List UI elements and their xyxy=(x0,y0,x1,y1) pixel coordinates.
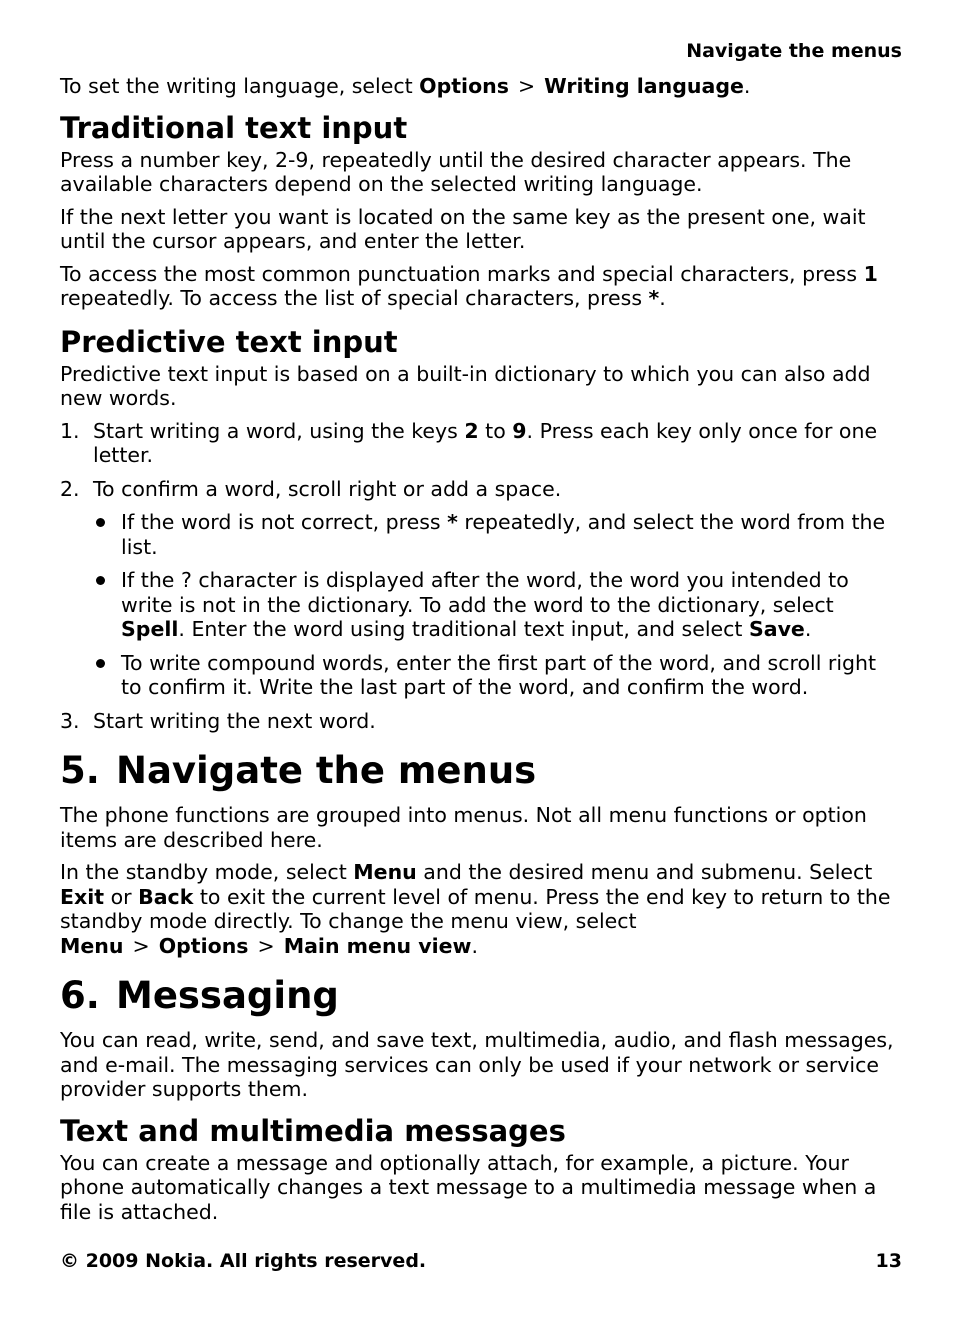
text-run: Start writing a word, using the keys xyxy=(93,418,465,443)
bullet-item xyxy=(93,510,902,559)
option-label: Back xyxy=(138,884,194,909)
chapter-number: 6. xyxy=(60,974,100,1017)
chapter-heading-navigate xyxy=(60,749,902,793)
list-item xyxy=(60,477,902,700)
chapter-heading-messaging xyxy=(60,974,902,1018)
option-label: Exit xyxy=(60,884,105,909)
section-heading-text-multimedia: Text and multimedia messages xyxy=(60,1113,566,1148)
key-label: 2 xyxy=(464,418,479,443)
chapter-number: 5. xyxy=(60,749,100,792)
step-number: 1. xyxy=(60,418,80,443)
text-run: . xyxy=(804,617,812,641)
bullet-icon xyxy=(93,510,121,559)
text-run: If the word is not correct, press xyxy=(121,510,448,534)
step-text xyxy=(93,419,902,468)
text-run: . xyxy=(471,933,479,958)
text-run: or xyxy=(104,884,139,909)
step-number: 2. xyxy=(60,476,80,501)
predictive-steps-list xyxy=(60,419,902,734)
bullet-text xyxy=(121,510,902,559)
traditional-paragraph-3 xyxy=(60,262,902,311)
text-run: . Press each key only once for one letter. xyxy=(93,418,878,467)
document-page xyxy=(60,0,902,1322)
messaging-paragraph-1: You can read, write, send, and save text, multimedia, audio, and flash messages, and e-mail. The messaging services can only be used if your network or service provider supports them. xyxy=(60,1028,894,1101)
bullet-item xyxy=(93,568,902,642)
bullet-icon xyxy=(93,568,121,642)
traditional-paragraph-1: Press a number key, 2-9, repeatedly until the desired character appears. The available characters depend on the selected writing language. xyxy=(60,147,852,196)
text-run: to exit the current level of menu. Press the end key to return to the standby mode directly. To change the menu view, select xyxy=(60,884,891,933)
step-body xyxy=(93,477,902,700)
list-item xyxy=(60,709,902,734)
step-text: To confirm a word, scroll right or add a space. xyxy=(93,476,562,501)
predictive-intro: Predictive text input is based on a built-in dictionary to which you can also add new words. xyxy=(60,361,871,410)
page-footer xyxy=(60,1250,902,1272)
bullet-text xyxy=(121,568,902,642)
menu-path-separator: > xyxy=(132,933,150,958)
text-run: and the desired menu and submenu. Select xyxy=(416,860,873,884)
messaging-paragraph-2: You can create a message and optionally attach, for example, a picture. Your phone automatically changes a text message to a multimedia message when a file is attached. xyxy=(60,1150,877,1224)
text-run: . xyxy=(659,286,666,310)
copyright-notice: © 2009 Nokia. All rights reserved. xyxy=(60,1250,427,1272)
menu-path-main-menu-view: Main menu view xyxy=(283,933,472,958)
section-heading-predictive: Predictive text input xyxy=(60,324,398,359)
text-run: If the ? character is displayed after the word, the word you intended to write is not in the dictionary. To add the word to the dictionary, select xyxy=(121,568,849,617)
text-run: To set the writing language, select xyxy=(60,74,420,98)
bullet-text: To write compound words, enter the first part of the word, and scroll right to confirm it. Write the last part of the word, and confirm the word. xyxy=(121,650,877,699)
section-heading-traditional: Traditional text input xyxy=(60,110,408,145)
bullet-item xyxy=(93,651,902,700)
key-label: 9 xyxy=(512,418,527,443)
key-label: 1 xyxy=(863,261,878,286)
key-label: * xyxy=(648,286,660,310)
navigate-paragraph-2 xyxy=(60,860,902,958)
navigate-paragraph-1: The phone functions are grouped into menus. Not all menu functions or option items are described here. xyxy=(60,803,867,852)
step-bullets xyxy=(93,510,902,700)
option-label: Menu xyxy=(353,860,417,884)
option-label: Save xyxy=(748,617,805,641)
text-run: To access the most common punctuation marks and special characters, press xyxy=(60,261,864,286)
list-item xyxy=(60,419,902,468)
menu-path-options: Options xyxy=(419,74,509,98)
step-text: Start writing the next word. xyxy=(93,708,376,733)
text-run: repeatedly, and select the word from the list. xyxy=(121,510,886,559)
menu-path-writing-language: Writing language xyxy=(544,74,744,98)
chapter-title: Messaging xyxy=(116,974,339,1017)
step-number: 3. xyxy=(60,708,80,733)
key-label: * xyxy=(447,510,458,534)
chapter-title: Navigate the menus xyxy=(116,749,537,792)
writing-language-paragraph xyxy=(60,74,902,99)
running-header: Navigate the menus xyxy=(686,40,902,62)
traditional-paragraph-2: If the next letter you want is located on the same key as the present one, wait until the cursor appears, and enter the letter. xyxy=(60,204,866,253)
text-run: . xyxy=(743,74,751,98)
bullet-icon xyxy=(93,651,121,700)
text-run: In the standby mode, select xyxy=(60,860,354,884)
menu-path-menu: Menu xyxy=(60,933,124,958)
option-label: Spell xyxy=(121,617,179,641)
text-run: repeatedly. To access the list of special characters, press xyxy=(60,286,649,310)
menu-path-separator: > xyxy=(257,933,275,958)
page-number: 13 xyxy=(875,1250,902,1272)
page-content xyxy=(60,74,902,1232)
menu-path-options: Options xyxy=(158,933,249,958)
menu-path-separator: > xyxy=(517,74,536,98)
text-run: . Enter the word using traditional text input, and select xyxy=(178,617,749,641)
text-run: to xyxy=(478,418,513,443)
